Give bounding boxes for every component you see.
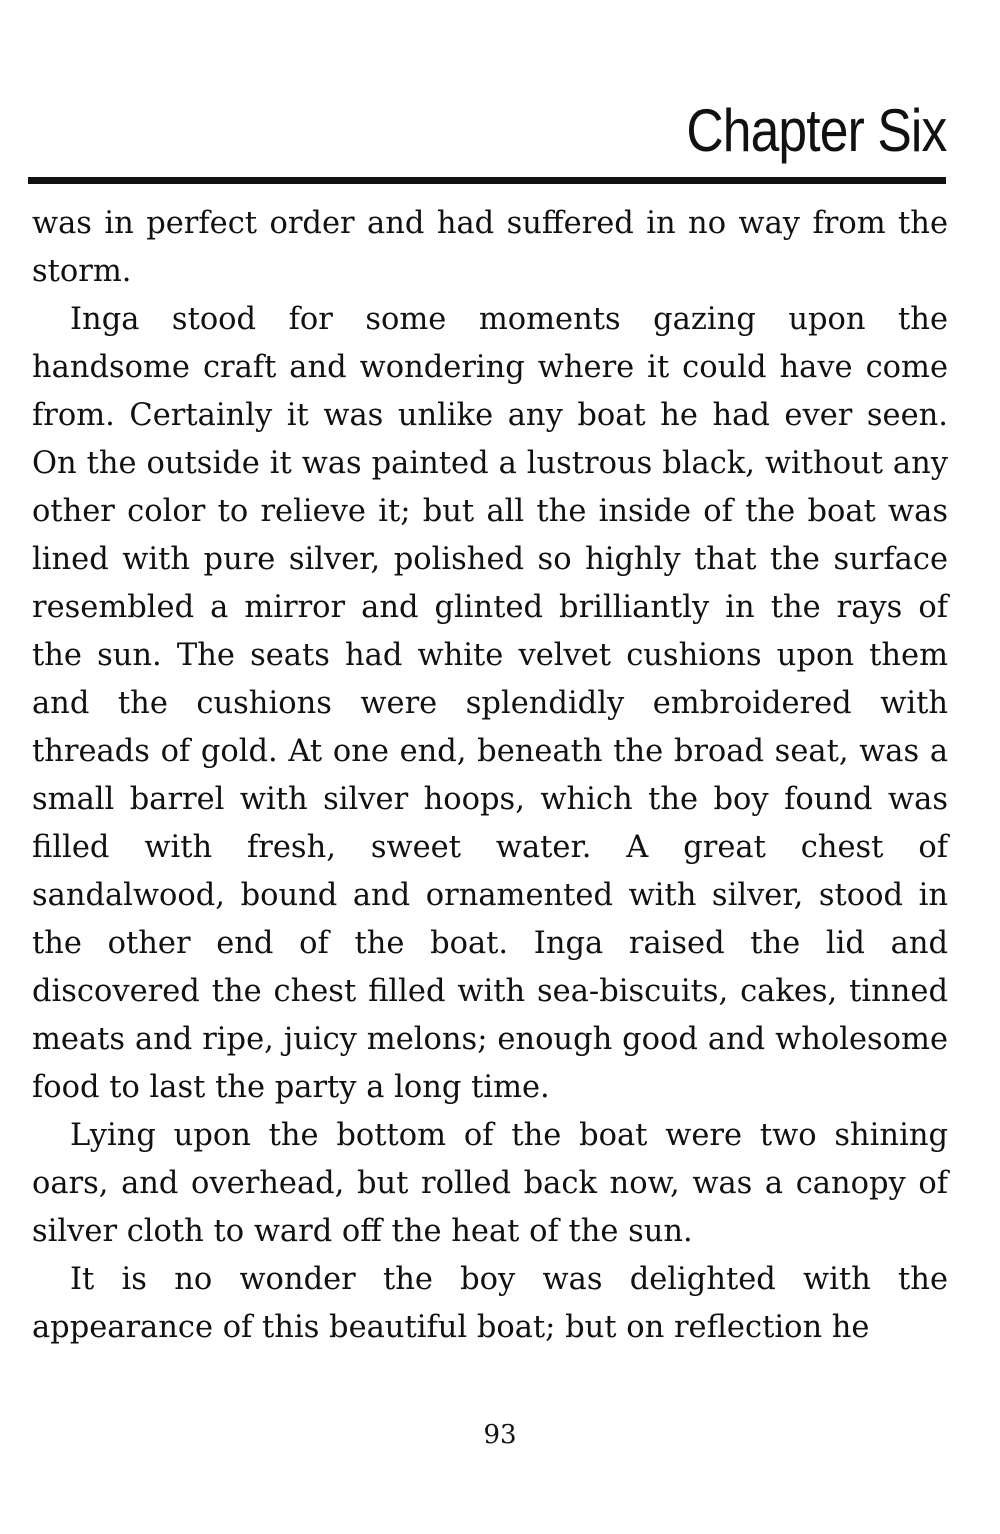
- heading-divider: [28, 177, 946, 184]
- page-number: 93: [483, 1420, 517, 1450]
- paragraph-boat-description: Inga stood for some moments gazing upon the handsome craft and wondering where it could have come from. Certainly it was unlike any boat he had ever seen. On the outside it was painted a lustrous black, without any other color to relieve it; but all the inside of the boat was lined with pure silver, polished so highly that the surface resembled a mirror and glinted brilliantly in the rays of the sun. The seats had white velvet cushions upon them and the cushions were splendidly embroidered with threads of gold. At one end, beneath the broad seat, was a small barrel with silver hoops, which the boy found was filled with fresh, sweet water. A great chest of sandalwood, bound and ornamented with silver, stood in the other end of the boat. Inga raised the lid and discovered the chest filled with sea-biscuits, cakes, tinned meats and ripe, juicy melons; enough good and wholesome food to last the party a long time.: [32, 302, 948, 1105]
- page-body: [32, 200, 948, 1352]
- chapter-title: Chapter Six: [685, 97, 946, 164]
- paragraph-reflection: It is no wonder the boy was delighted with the appearance of this beautiful boat; but on reflection he: [32, 1262, 948, 1345]
- paragraph-continuation: was in perfect order and had suffered in no way from the storm.: [32, 206, 948, 289]
- paragraph-oars-canopy: Lying upon the bottom of the boat were two shining oars, and overhead, but rolled back now, was a canopy of silver cloth to ward off the heat of the sun.: [32, 1118, 948, 1249]
